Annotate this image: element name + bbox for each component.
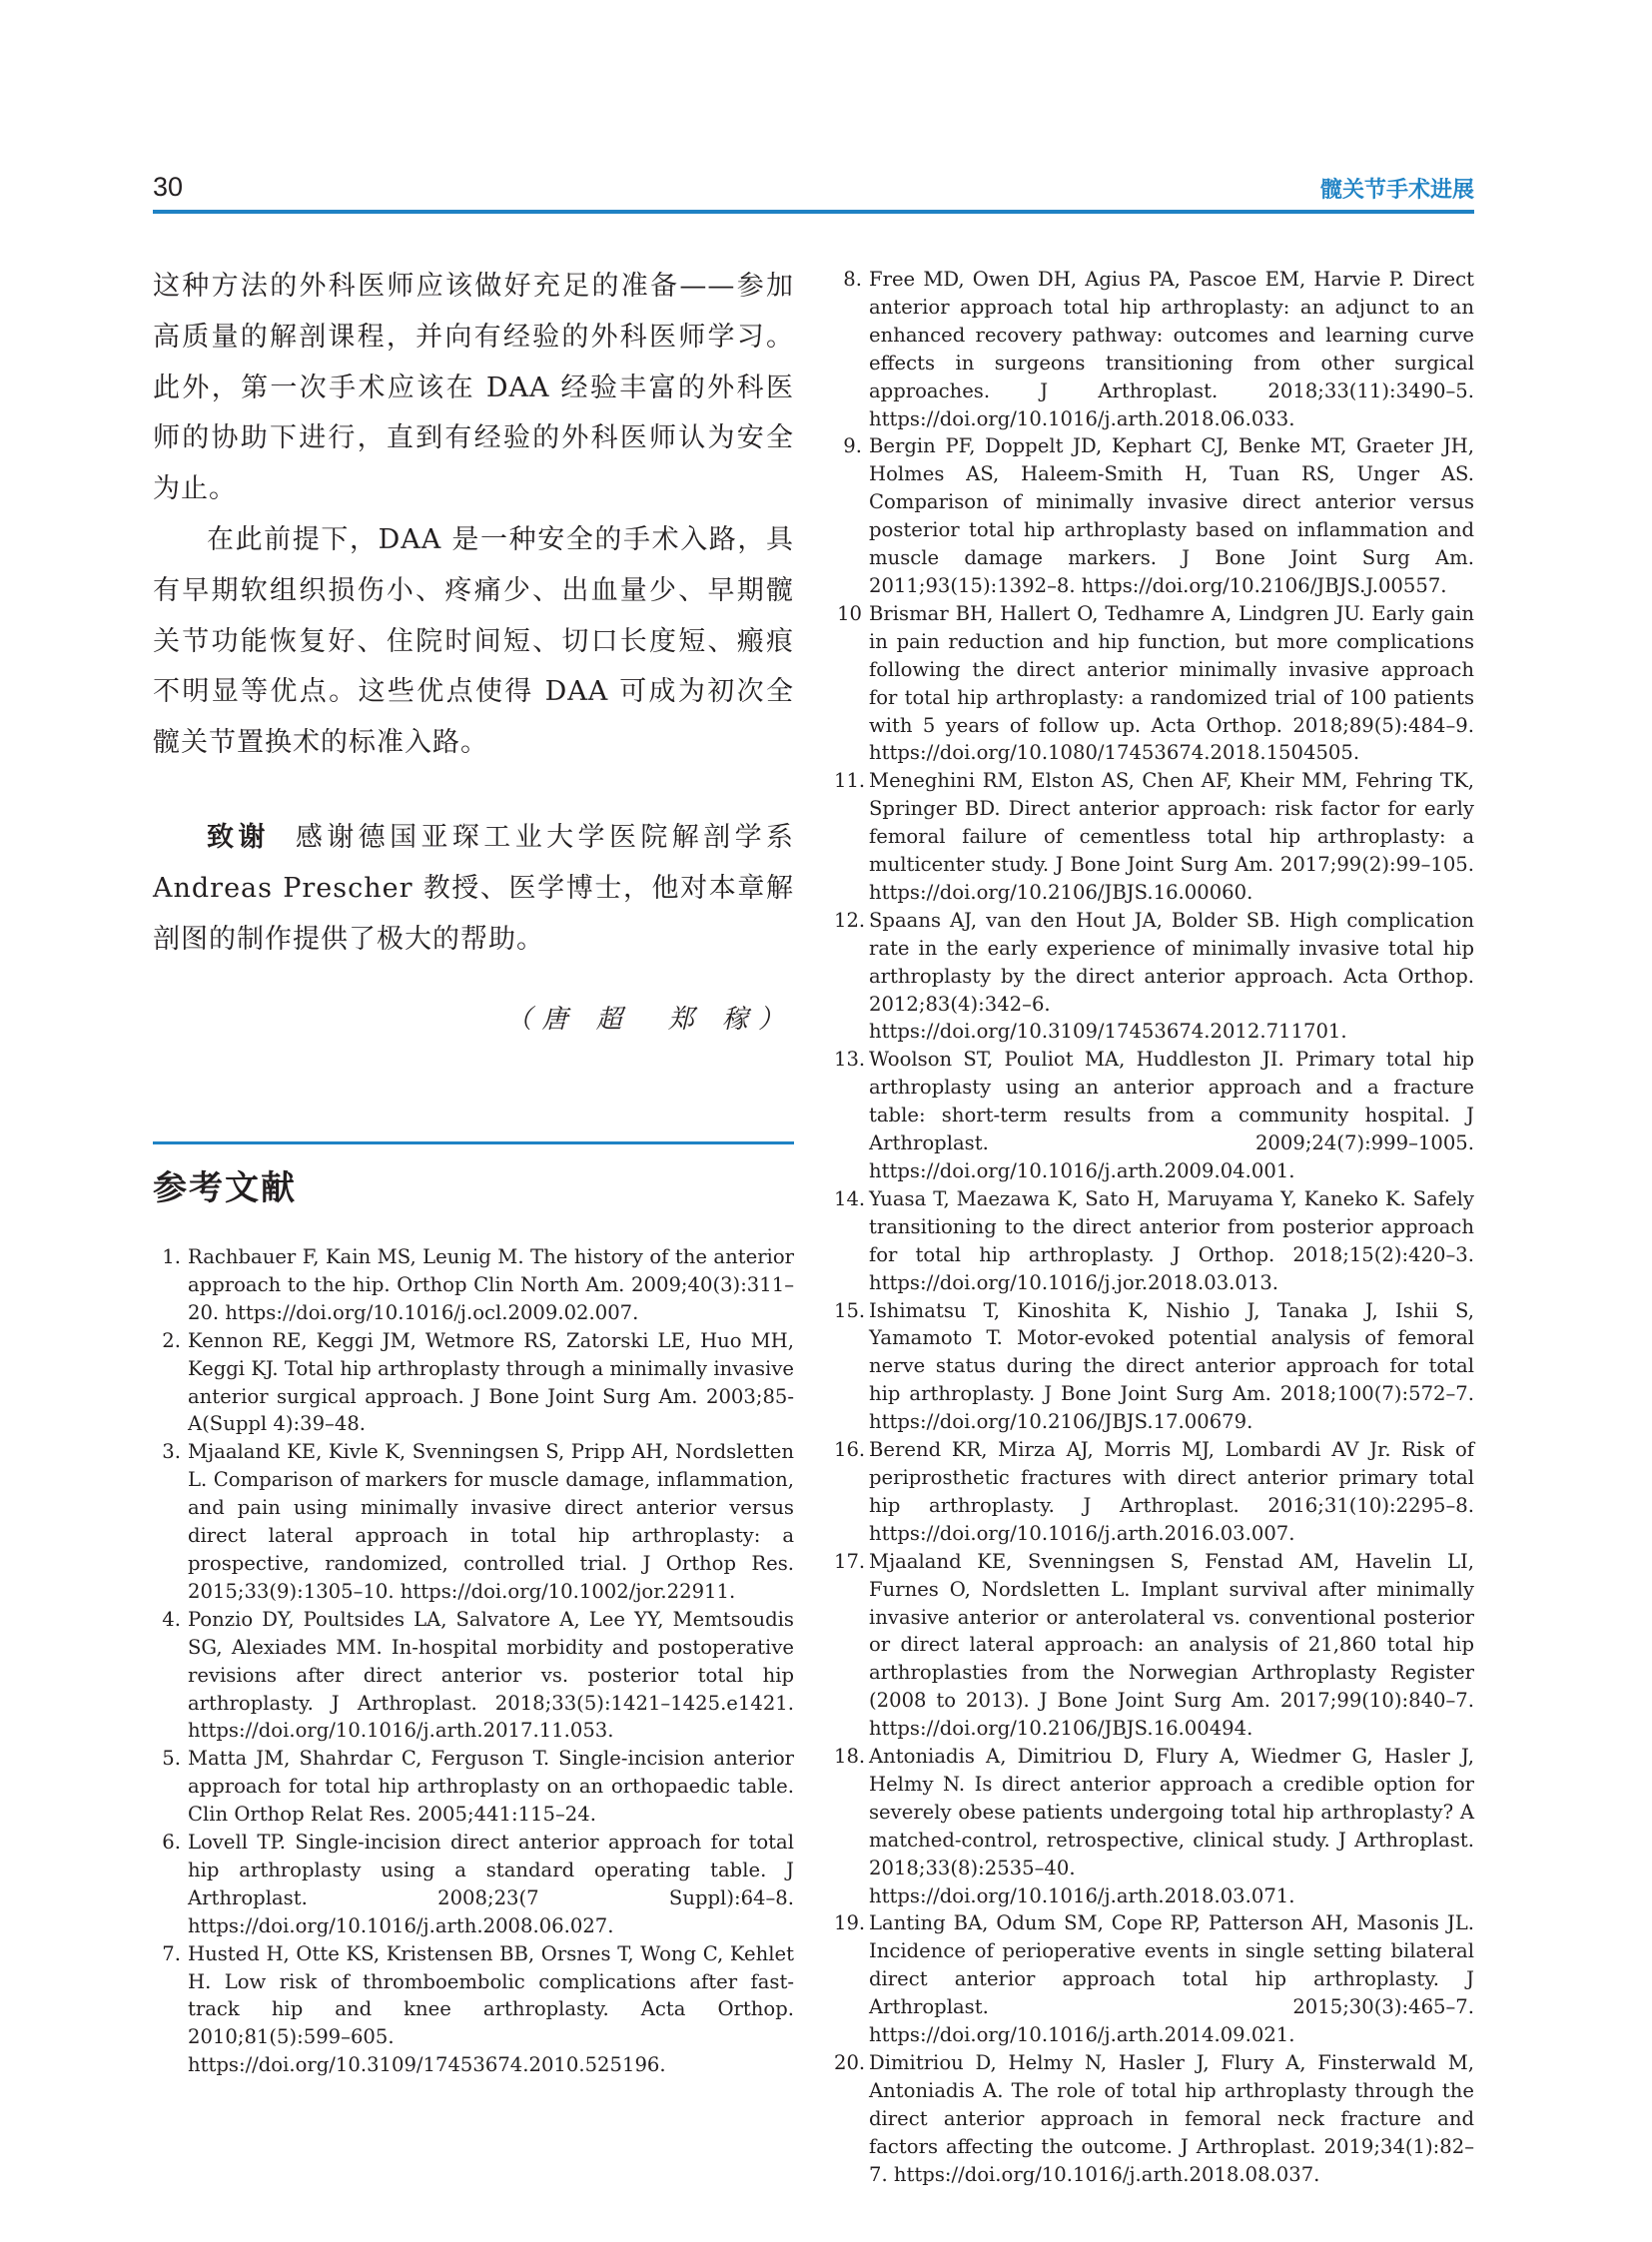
reference-item [834, 907, 1474, 1047]
reference-text: Mjaaland KE, Svenningsen S, Fenstad AM, Havelin LI, Furnes O, Nordsletten L. Implant survival after minimally invasive anterior or anterolateral vs. conventional posterior or direct lateral approach: an analysis of 21,860 total hip arthroplasties from the Norwegian Arthroplasty Register (2008 to 2013). J Bone Joint Surg Am. 2017;99(10):840–7. https://doi.org/10.2106/JBJS.16.00494. [869, 1549, 1474, 1741]
reference-number: 3. [162, 1440, 181, 1464]
reference-number: 20. [834, 2051, 866, 2074]
reference-number: 17. [834, 1549, 866, 1573]
reference-number: 15. [834, 1298, 866, 1322]
reference-number: 11. [834, 769, 866, 793]
reference-text: Rachbauer F, Kain MS, Leunig M. The history of the anterior approach to the hip. Orthop Clin North Am. 2009;40(3):311–20. https://doi.org/10.1016/j.ocl.2009.02.007. [188, 1245, 794, 1324]
reference-number: 13. [834, 1048, 866, 1072]
running-title: 髋关节手术进展 [1319, 178, 1474, 203]
acknowledgement [153, 813, 794, 965]
reference-item [834, 2049, 1474, 2189]
reference-item [153, 1438, 794, 1605]
reference-item [834, 1548, 1474, 1743]
reference-number: 8. [843, 268, 862, 291]
reference-item [153, 1829, 794, 1940]
reference-number: 16. [834, 1438, 866, 1462]
reference-text: Ponzio DY, Poultsides LA, Salvatore A, Lee YY, Memtsoudis SG, Alexiades MM. In-hospital morbidity and postoperative revisions after direct anterior vs. posterior total hip arthroplasty. J Arthroplast. 2018;33(5):1421–1425.e1421. https://doi.org/10.1016/j.arth.2017.11.053. [188, 1607, 794, 1743]
reference-number: 9. [843, 434, 862, 458]
reference-item [153, 1327, 794, 1439]
references-rule [153, 1141, 794, 1144]
reference-text: Dimitriou D, Helmy N, Hasler J, Flury A, Finsterwald M, Antoniadis A. The role of total hip arthroplasty through the direct anterior approach in femoral neck fracture and factors affecting the outcome. J Arthroplast. 2019;34(1):82–7. https://doi.org/10.1016/j.arth.2018.08.037. [869, 2051, 1474, 2186]
reference-number: 18. [834, 1745, 866, 1769]
reference-text: Antoniadis A, Dimitriou D, Flury A, Wiedmer G, Hasler J, Helmy N. Is direct anterior approach a credible option for severely obese patients undergoing total hip arthroplasty? A matched-control, retrospective, clinical study. J Arthroplast. 2018;33(8):2535–40. https://doi.org/10.1016/j.arth.2018.03.071. [869, 1745, 1474, 1907]
reference-number: 2. [162, 1328, 181, 1352]
reference-item [153, 1606, 794, 1746]
reference-text: Spaans AJ, van den Hout JA, Bolder SB. High complication rate in the early experience of minimally invasive total hip arthroplasty by the direct anterior approach. Acta Orthop. 2012;83(4):342–6. https://doi.org/10.3109/17453674.2012.711701. [869, 908, 1474, 1044]
reference-text: Free MD, Owen DH, Agius PA, Pascoe EM, Harvie P. Direct anterior approach total hip arthroplasty: an adjunct to an enhanced recovery pathway: outcomes and learning curve effects in surgeons transitioning from other surgical approaches. J Arthroplast. 2018;33(11):3490–5. https://doi.org/10.1016/j.arth.2018.06.033. [869, 268, 1474, 430]
reference-text: Ishimatsu T, Kinoshita K, Nishio J, Tanaka J, Ishii S, Yamamoto T. Motor-evoked potential analysis of femoral nerve status during the direct anterior approach for total hip arthroplasty. J Bone Joint Surg Am. 2018;100(7):572–7. https://doi.org/10.2106/JBJS.17.00679. [869, 1298, 1474, 1434]
reference-text: Yuasa T, Maezawa K, Sato H, Maruyama Y, Kaneko K. Safely transitioning to the direct anterior from posterior approach for total hip arthroplasty. J Orthop. 2018;15(2):420–3. https://doi.org/10.1016/j.jor.2018.03.013. [869, 1186, 1474, 1294]
reference-text: Bergin PF, Doppelt JD, Kephart CJ, Benke MT, Graeter JH, Holmes AS, Haleem-Smith H, Tuan RS, Unger AS. Comparison of minimally invasive direct anterior versus posterior total hip arthroplasty based on inflammation and muscle damage markers. J Bone Joint Surg Am. 2011;93(15):1392–8. https://doi.org/10.2106/JBJS.J.00557. [869, 434, 1474, 597]
reference-number: 10 [837, 601, 862, 625]
header-rule [153, 210, 1474, 214]
reference-number: 6. [162, 1831, 181, 1855]
left-column [153, 262, 794, 1036]
reference-item [834, 1297, 1474, 1437]
translator-byline: （唐 超 郑 稼） [505, 1005, 794, 1036]
reference-item [834, 1436, 1474, 1548]
reference-item [834, 1046, 1474, 1185]
reference-text: Lanting BA, Odum SM, Cope RP, Patterson AH, Masonis JL. Incidence of perioperative events in single setting bilateral direct anterior approach total hip arthroplasty. J Arthroplast. 2015;30(3):465–7. https://doi.org/10.1016/j.arth.2014.09.021. [869, 1911, 1474, 2047]
reference-number: 5. [162, 1747, 181, 1771]
reference-item [153, 1243, 794, 1327]
reference-text: Husted H, Otte KS, Kristensen BB, Orsnes T, Wong C, Kehlet H. Low risk of thromboembolic complications after fast-track hip and knee arthroplasty. Acta Orthop. 2010;81(5):599–605. https://doi.org/10.3109/17453674.2010.525196. [188, 1941, 794, 2077]
reference-number: 7. [162, 1941, 181, 1965]
reference-number: 12. [834, 908, 866, 932]
reference-text: Brismar BH, Hallert O, Tedhamre A, Lindgren JU. Early gain in pain reduction and hip function, but more complications following the direct anterior minimally invasive approach for total hip arthroplasty: a randomized trial of 100 patients with 5 years of follow up. Acta Orthop. 2018;89(5):484–9. https://doi.org/10.1080/17453674.2018.1504505. [869, 601, 1474, 765]
references-left-column [153, 1243, 794, 2079]
body-paragraph: 在此前提下，DAA 是一种安全的手术入路，具有早期软组织损伤小、疼痛少、出血量少、早期髋关节功能恢复好、住院时间短、切口长度短、瘢痕不明显等优点。这些优点使得 DAA 可成为初次全髋关节置换术的标准入路。 [153, 523, 794, 759]
references-heading: 参考文献 [153, 1168, 297, 1208]
reference-number: 1. [162, 1245, 181, 1268]
reference-item [834, 600, 1474, 767]
body-paragraph: 这种方法的外科医师应该做好充足的准备——参加高质量的解剖课程，并向有经验的外科医师学习。此外，第一次手术应该在 DAA 经验丰富的外科医师的协助下进行，直到有经验的外科医师认为安全为止。 [153, 271, 794, 505]
reference-text: Meneghini RM, Elston AS, Chen AF, Kheir MM, Fehring TK, Springer BD. Direct anterior approach: risk factor for early femoral failure of cementless total hip arthroplasty: a multicenter study. J Bone Joint Surg Am. 2017;99(2):99–105. https://doi.org/10.2106/JBJS.16.00060. [869, 769, 1474, 904]
page-number: 30 [153, 172, 184, 202]
reference-text: Mjaaland KE, Kivle K, Svenningsen S, Pripp AH, Nordsletten L. Comparison of markers for muscle damage, inflammation, and pain using minimally invasive direct anterior versus direct lateral approach in total hip arthroplasty: a prospective, randomized, controlled trial. J Orthop Res. 2015;33(9):1305–10. https://doi.org/10.1002/jor.22911. [188, 1440, 794, 1603]
reference-number: 4. [162, 1607, 181, 1631]
reference-item [834, 767, 1474, 907]
reference-number: 19. [834, 1911, 866, 1935]
reference-text: Woolson ST, Pouliot MA, Huddleston JI. Primary total hip arthroplasty using an anterior approach and a fracture table: short-term results from a community hospital. J Arthroplast. 2009;24(7):999–1005. https://doi.org/10.1016/j.arth.2009.04.001. [869, 1048, 1474, 1182]
reference-item [153, 1745, 794, 1829]
reference-item [153, 1940, 794, 2080]
acknowledgement-title: 致谢 [207, 821, 270, 853]
references-right-column [834, 266, 1474, 2189]
reference-item [834, 432, 1474, 599]
reference-item [834, 266, 1474, 432]
acknowledgement-text: 感谢德国亚琛工业大学医院解剖学系 Andreas Prescher 教授、医学博士，他对本章解剖图的制作提供了极大的帮助。 [153, 821, 795, 955]
reference-text: Lovell TP. Single-incision direct anterior approach for total hip arthroplasty using a standard operating table. J Arthroplast. 2008;23(7 Suppl):64–8. https://doi.org/10.1016/j.arth.2008.06.027. [188, 1831, 794, 1937]
reference-item [834, 1185, 1474, 1297]
reference-text: Matta JM, Shahrdar C, Ferguson T. Single-incision anterior approach for total hip arthroplasty on an orthopaedic table. Clin Orthop Relat Res. 2005;441:115–24. [188, 1747, 794, 1827]
reference-item [834, 1743, 1474, 1909]
reference-number: 14. [834, 1186, 866, 1210]
reference-item [834, 1909, 1474, 2049]
reference-text: Kennon RE, Keggi JM, Wetmore RS, Zatorski LE, Huo MH, Keggi KJ. Total hip arthroplasty through a minimally invasive anterior surgical approach. J Bone Joint Surg Am. 2003;85-A(Suppl 4):39–48. [188, 1328, 794, 1436]
reference-text: Berend KR, Mirza AJ, Morris MJ, Lombardi AV Jr. Risk of periprosthetic fractures with direct anterior primary total hip arthroplasty. J Arthroplast. 2016;31(10):2295–8. https://doi.org/10.1016/j.arth.2016.03.007. [869, 1438, 1474, 1545]
